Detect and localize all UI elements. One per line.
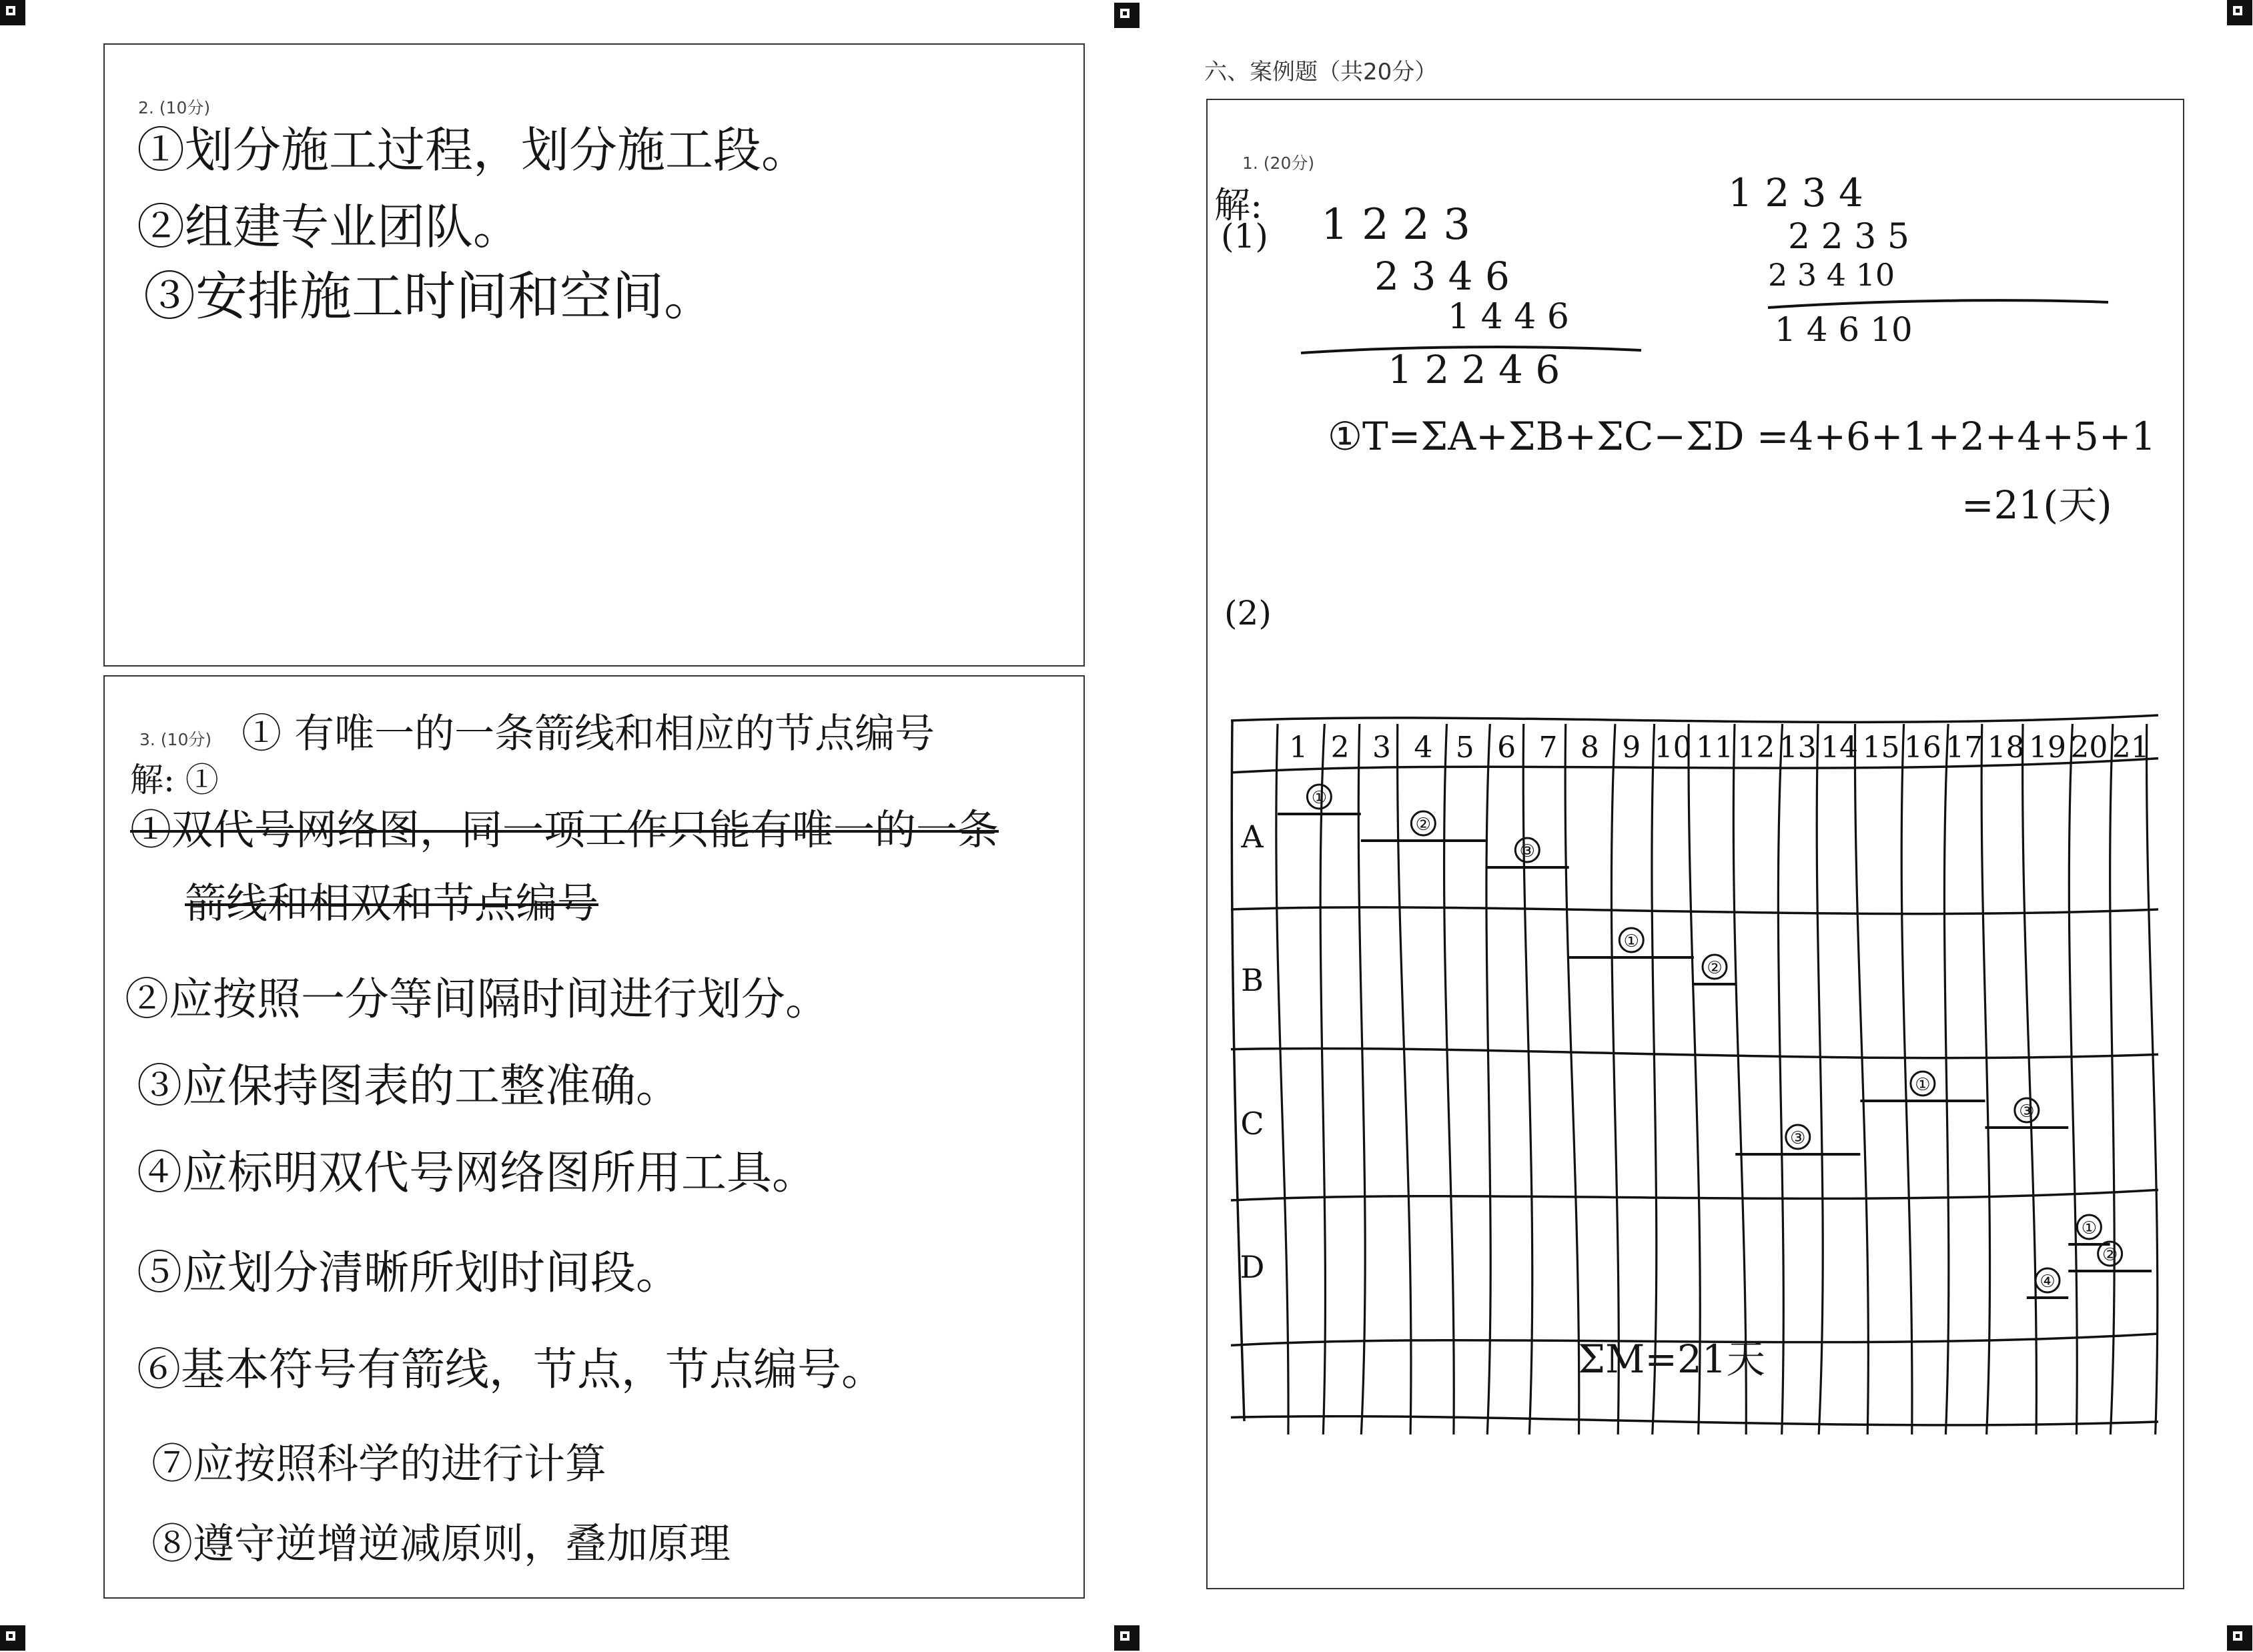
day-header-label: 3 — [1372, 731, 1391, 765]
registration-marker-top-right — [2227, 0, 2252, 25]
calc-row: 1 4 4 6 — [1448, 297, 1569, 337]
bar-label: ③ — [1519, 841, 1535, 861]
bar-label: ① — [1915, 1075, 1931, 1095]
row-label: B — [1241, 962, 1264, 998]
answer-box-q2 — [103, 43, 1085, 667]
handwritten-line: ②应按照一分等间隔时间进行划分。 — [125, 973, 829, 1025]
day-header-label: 9 — [1622, 731, 1641, 765]
calc-row: 1 2 3 4 — [1728, 170, 1863, 216]
formula-line: =21(天) — [1961, 482, 2112, 528]
grid-day-line — [1855, 724, 1868, 1434]
formula-line: ①T=ΣA+ΣB+ΣC−ΣD =4+6+1+2+4+5+1 — [1328, 414, 2156, 459]
day-header-label: 18 — [1987, 731, 2025, 765]
day-header-label: 20 — [2070, 731, 2108, 765]
calc-row: 1 4 6 10 — [1775, 310, 1913, 349]
day-header-label: 4 — [1414, 731, 1433, 765]
day-header-label: 2 — [1330, 731, 1350, 765]
grid-day-line — [1523, 724, 1532, 1434]
day-header-label: 12 — [1737, 731, 1775, 765]
handwritten-line: ① 有唯一的一条箭线和相应的节点编号 — [242, 711, 935, 757]
calc-row: 1 2 2 3 — [1321, 200, 1470, 250]
bar-label: ② — [1707, 958, 1723, 978]
handwritten-jie: 解: ① — [130, 761, 219, 799]
day-header-label: 19 — [2029, 731, 2067, 765]
total-duration: ΣM=21天 — [1578, 1336, 1765, 1382]
handwritten-line: ⑥基本符号有箭线，节点，节点编号。 — [137, 1344, 885, 1395]
grid-row-line — [1231, 1416, 2158, 1425]
bar-label: ④ — [2040, 1272, 2056, 1292]
grid-row-line — [1231, 907, 2158, 914]
bar-label: ③ — [2019, 1102, 2035, 1122]
grid-row-line — [1231, 715, 2158, 722]
day-header-label: 15 — [1862, 731, 1900, 765]
grid-day-line — [1444, 724, 1454, 1434]
day-header-label: 13 — [1779, 731, 1817, 765]
row-label: D — [1240, 1249, 1265, 1285]
grid-day-line — [1944, 724, 1948, 1434]
bar-label: ① — [2081, 1218, 2098, 1238]
calc-row: 2 2 3 5 — [1788, 217, 1909, 257]
grid-day-line — [2110, 724, 2115, 1434]
day-header-label: 10 — [1654, 731, 1692, 765]
grid-day-line — [1981, 724, 1989, 1434]
question-label: 1. (20分) — [1242, 153, 1315, 173]
handwritten-line: ④应标明双代号网络图所用工具。 — [137, 1147, 818, 1200]
day-header-label: 14 — [1821, 731, 1859, 765]
grid-day-line — [1817, 724, 1823, 1434]
day-header-label: 6 — [1497, 731, 1516, 765]
registration-marker-bottom-right — [2227, 1625, 2252, 1651]
day-header-label: 5 — [1455, 731, 1474, 765]
day-header-label: 21 — [2112, 731, 2150, 765]
struck-line: ①双代号网络图，同一项工作只能有唯一的一条 — [130, 805, 999, 854]
grid-day-line — [2023, 724, 2037, 1434]
day-header-label: 16 — [1903, 731, 1941, 765]
day-header-label: 1 — [1289, 731, 1308, 765]
handwritten-line: ②组建专业团队。 — [137, 199, 522, 255]
calc-row: 1 2 2 4 6 — [1388, 347, 1560, 392]
handwritten-jie: 解: — [1214, 184, 1263, 226]
grid-day-line — [1398, 724, 1411, 1434]
grid-day-line — [1778, 724, 1783, 1434]
day-header-label: 7 — [1538, 731, 1558, 765]
day-header-label: 17 — [1945, 731, 1983, 765]
calc-underline — [1768, 297, 2115, 310]
grid-row-line — [1231, 1190, 2158, 1200]
handwritten-line: ⑧遵守逆增逆减原则，叠加原理 — [151, 1519, 731, 1568]
answer-box-case — [1206, 99, 2184, 1589]
bar-label: ① — [1311, 788, 1328, 808]
registration-marker-top-center — [1114, 3, 1140, 28]
bar-label: ③ — [1790, 1128, 1806, 1148]
grid-day-line — [1358, 724, 1365, 1434]
struck-line: 箭线和相双和节点编号 — [185, 879, 599, 927]
row-label: A — [1241, 819, 1264, 855]
handwritten-line: ⑤应划分清晰所划时间段。 — [137, 1247, 682, 1300]
calc-row: 2 3 4 6 — [1374, 254, 1510, 299]
registration-marker-top-left — [0, 0, 25, 25]
question-label: 3. (10分) — [139, 730, 212, 749]
bar-label: ② — [2102, 1245, 2118, 1265]
handwritten-line: ①划分施工过程，划分施工段。 — [137, 122, 810, 178]
bar-label: ② — [1415, 815, 1431, 835]
bar-label: ① — [1623, 931, 1639, 951]
registration-marker-bottom-center — [1114, 1625, 1140, 1651]
grid-day-line — [1320, 724, 1325, 1434]
row-label: C — [1240, 1106, 1264, 1142]
day-header-label: 11 — [1696, 731, 1733, 765]
part-label: (1) — [1221, 217, 1268, 256]
registration-marker-bottom-left — [0, 1625, 25, 1651]
grid-day-line — [2069, 724, 2077, 1434]
section-title: 六、案例题（共20分） — [1204, 59, 1438, 85]
grid-day-line — [1276, 724, 1288, 1434]
handwritten-line: ⑦应按照科学的进行计算 — [151, 1439, 607, 1488]
handwritten-line: ③应保持图表的工整准确。 — [137, 1060, 682, 1113]
part-label: (2) — [1224, 594, 1272, 633]
handwritten-line: ③安排施工时间和空间。 — [143, 267, 717, 327]
calc-row: 2 3 4 10 — [1768, 257, 1895, 293]
answer-box-q3 — [103, 675, 1085, 1599]
grid-day-line — [1486, 724, 1490, 1434]
grid-day-line — [1565, 724, 1579, 1434]
grid-day-line — [2147, 724, 2158, 1434]
question-label: 2. (10分) — [138, 98, 211, 117]
day-header-label: 8 — [1580, 731, 1599, 765]
